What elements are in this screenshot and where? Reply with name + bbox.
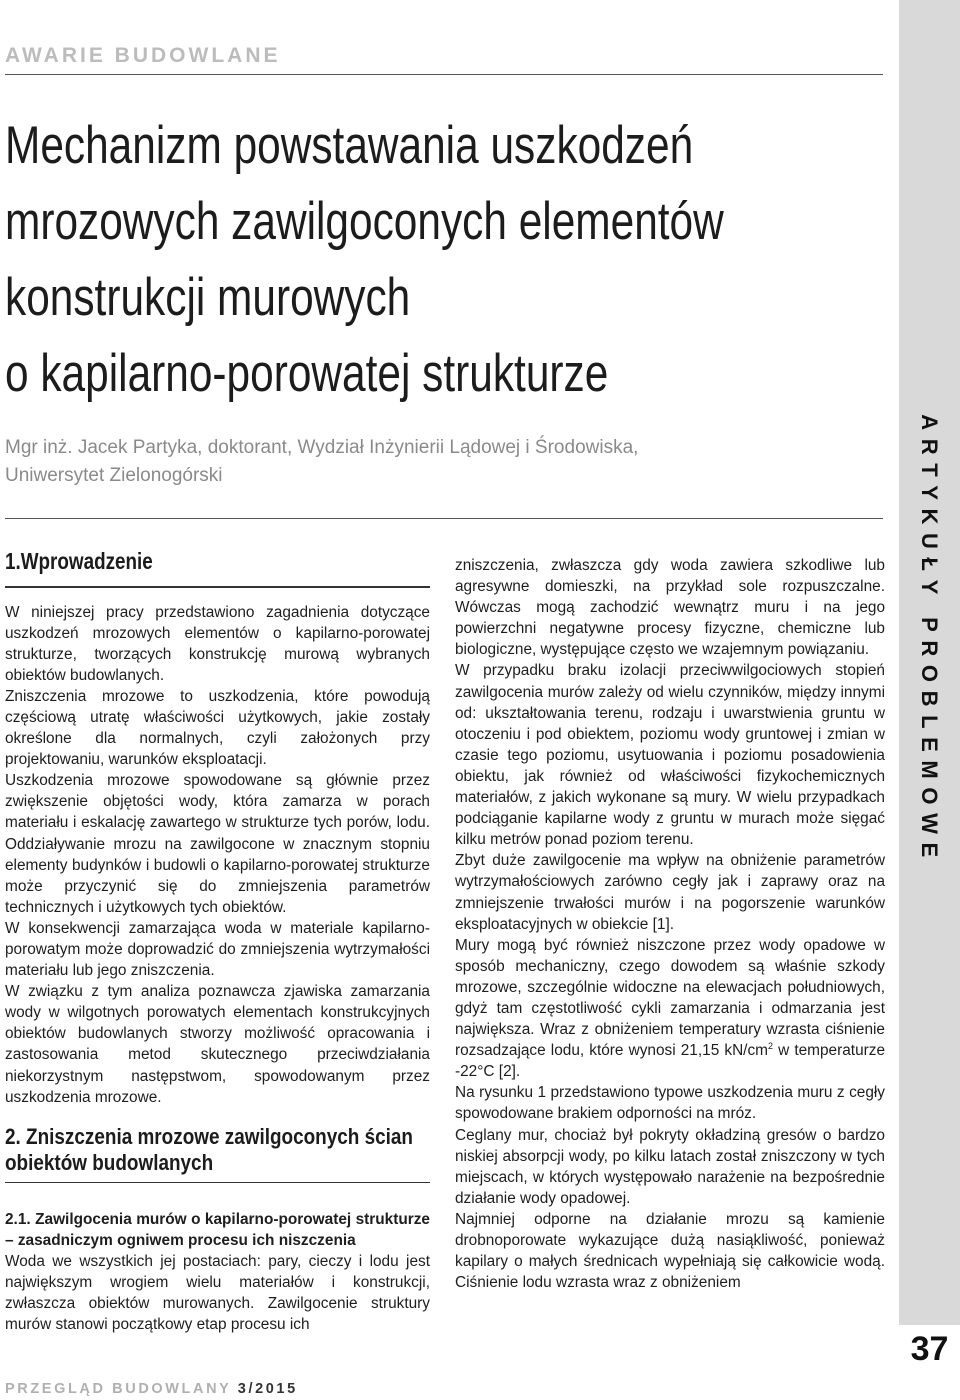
section-tag: AWARIE BUDOWLANE	[5, 44, 281, 67]
title-line: konstrukcji murowych	[5, 268, 411, 327]
sidebar-label: ARTYKUŁY PROBLEMOWE	[917, 414, 942, 866]
paragraph: Ceglany mur, chociaż był pokryty okładziną gresów o bardzo niskiej absorpcji wody, po kilku latach został zniszczony w tych miejscach, w których występowało narażenie na bezpośrednie działanie wody opadowej.	[455, 1126, 885, 1207]
paragraph: Najmniej odporne na działanie mrozu są kamienie drobnoporowate wykazujące dużą nasiąkliwość, ponieważ kapilary o małych średnicach wypełniają się całkowicie wodą. Ciśnienie lodu wzrasta wraz z obniżeniem	[455, 1210, 885, 1292]
title-line: o kapilarno-porowatej strukturze	[5, 344, 609, 403]
title-line: mrozowych zawilgoconych elementów	[5, 192, 724, 251]
section-2-1-heading: 2.1. Zawilgocenia murów o kapilarno-porowatej strukturze – zasadniczym ogniwem procesu ich niszczenia	[5, 1210, 430, 1249]
section-2-heading: 2. Zniszczenia mrozowe zawilgoconych ścian obiektów budowlanych	[5, 1123, 413, 1175]
paragraph: Uszkodzenia mrozowe spowodowane są głównie przez zwiększenie objętości wody, która zamarza w porach materiału i eskalację zawartego w strukturze tych porów, lodu. Oddziaływanie mrozu na zawilgocone w znacznym stopniu elementy budynków i budowli o kapilarno-porowatej strukturze może przyczynić się do zmniejszenia parametrów technicznych i użytkowych tych obiektów.	[5, 772, 430, 916]
paragraph: W konsekwencji zamarzająca woda w materiale kapilarno-porowatym może doprowadzić do zmniejszenia wytrzymałości materiału lub jego zniszczenia.	[5, 919, 430, 980]
section-1-divider	[5, 586, 430, 588]
left-column	[5, 548, 430, 1335]
paragraph: W przypadku braku izolacji przeciwwilgociowych stopień zawilgocenia murów zależy od wielu czynników, między innymi od: ukształtowania terenu, rodzaju i uwarstwienia gruntu w otoczeniu i pod obiektem, poziomu wody gruntowej i zmian w czasie tego poziomu, usytuowania i poziomu posadowienia obiektu, jak również od właściwości fizykochemicznych materiałów, z jakich wykonane są mury. W wielu przypadkach podciąganie kapilarne wody z gruntu w murach może sięgać kilku metrów ponad poziom terenu.	[455, 662, 885, 849]
paragraph-text: Mury mogą być również niszczone przez wody opadowe w sposób mechaniczny, czego dowodem są właśnie szkody mrozowe, szczególnie widoczne na elewacjach południowych, gdyż tam częstotliwość cykli zamarzania i odmarzania jest największa. Wraz z obniżeniem temperatury wzrasta ciśnienie rozsadzające lodu, które wynosi 21,15 kN/cm	[455, 936, 885, 1060]
paragraph: Woda we wszystkich jej postaciach: pary, cieczy i lodu jest największym wrogiem wielu materiałów i konstrukcji, zwłaszcza obiektów murowanych. Zawilgocenie struktury murów stanowi początkowy etap procesu ich	[5, 1252, 430, 1334]
author-affiliation	[5, 434, 885, 490]
paragraph: zniszczenia, zwłaszcza gdy woda zawiera szkodliwe lub agresywne domieszki, na przykład sole rozpuszczalne. Wówczas mogą zachodzić wewnątrz muru i na jego powierzchni negatywne procesy fizyczne, chemiczne lub biologiczne, występujące często we wzajemnym powiązaniu.	[455, 557, 885, 659]
section-1-heading	[5, 548, 430, 580]
author-line: Uniwersytet Zielonogórski	[5, 465, 223, 486]
paragraph: Zniszczenia mrozowe to uszkodzenia, które powodują częściową utratę właściwości użytkowych, jakie zostały określone dla normalnych, czyli założonych przy projektowaniu, warunków eksploatacji.	[5, 687, 430, 769]
page-number: 37	[910, 1330, 949, 1368]
journal-issue: 3/2015	[237, 1381, 298, 1397]
journal-footer	[5, 1381, 298, 1397]
title-line: Mechanizm powstawania uszkodzeń	[5, 116, 694, 175]
journal-name: PRZEGLĄD BUDOWLANY	[5, 1381, 238, 1397]
paragraph: Zbyt duże zawilgocenie ma wpływ na obniżenie parametrów wytrzymałościowych zarówno cegły jak i zaprawy oraz na zmniejszenie trwałości murów i na pogorszenie warunków eksploatacyjnych w obiekcie [1].	[455, 852, 885, 933]
article-title	[5, 108, 724, 412]
superscript: 2	[767, 1041, 773, 1052]
paragraph-text: w temperaturze -22°C [2].	[455, 1042, 886, 1081]
paragraph: W niniejszej pracy przedstawiono zagadnienia dotyczące uszkodzeń mrozowych elementów o kapilarno-porowatej strukturze, tworzących konstrukcję murową wybranych obiektów budowlanych.	[5, 603, 430, 684]
title-divider	[5, 518, 883, 519]
author-line: Mgr inż. Jacek Partyka, doktorant, Wydział Inżynierii Lądowej i Środowiska,	[5, 437, 639, 458]
top-divider	[5, 74, 883, 75]
paragraph: Na rysunku 1 przedstawiono typowe uszkodzenia muru z cegły spowodowane brakiem odporności na mróz.	[455, 1084, 885, 1123]
section-1-heading-text: 1.Wprowadzenie	[5, 548, 153, 574]
paragraph: W związku z tym analiza poznawcza zjawiska zamarzania wody w wilgotnych porowatych elementach konstrukcyjnych obiektów budowlanych stworzy możliwość opracowania i zastosowania metod skutecznego przeciwdziałania niekorzystnym następstwom, spowodowanym przez uszkodzenia mrozowe.	[5, 983, 430, 1106]
right-column	[455, 555, 885, 1293]
paragraph	[455, 935, 885, 1083]
section-2-heading-block	[5, 1124, 430, 1183]
